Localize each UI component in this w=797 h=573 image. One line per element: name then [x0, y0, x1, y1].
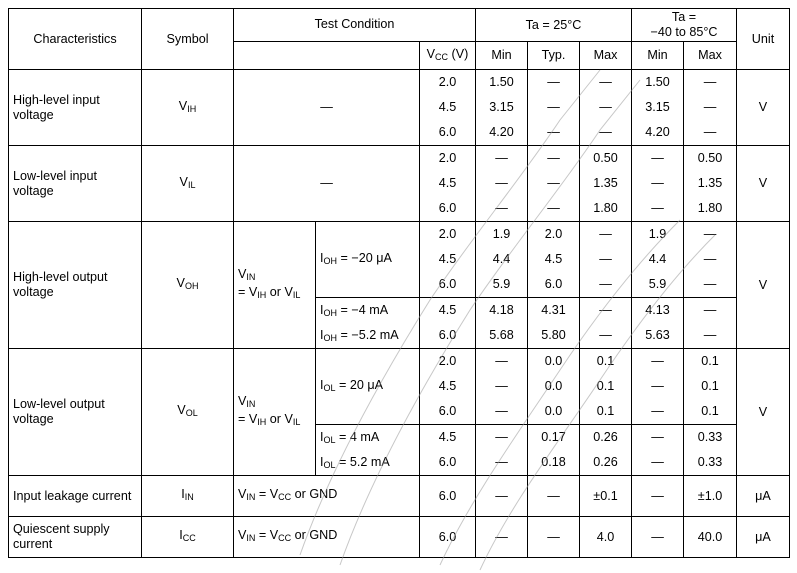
header-row-1: [9, 9, 790, 42]
voh-a-max2: — — —: [684, 222, 737, 298]
vol-b-min2: — —: [632, 425, 684, 476]
header-ta-range: [632, 9, 737, 42]
vol-characteristic: Low-level output voltage: [9, 349, 142, 476]
header-vcc: $V_{CC}$ (V): [420, 42, 476, 70]
voh-characteristic: High-level output voltage: [9, 222, 142, 349]
header-unit: Unit: [737, 9, 790, 70]
voh-a-min: 1.9 4.4 5.9: [476, 222, 528, 298]
vol-a-vcc: 2.0 4.5 6.0: [420, 349, 476, 425]
voh-a-min2: 1.9 4.4 5.9: [632, 222, 684, 298]
vil-max: 0.50 1.35 1.80: [580, 146, 632, 222]
vol-a-typ: 0.0 0.0 0.0: [528, 349, 580, 425]
vil-min: — — —: [476, 146, 528, 222]
iin-condition: $V_{IN} = V_{CC}$ or GND: [234, 476, 420, 517]
vol-symbol: $V_{OL}$: [142, 349, 234, 476]
vol-b-min: — —: [476, 425, 528, 476]
header-min2: Min: [632, 42, 684, 70]
iin-symbol: $I_{IN}$: [142, 476, 234, 517]
vol-b-max2: 0.33 0.33: [684, 425, 737, 476]
header-typ: Typ.: [528, 42, 580, 70]
header-max2: Max: [684, 42, 737, 70]
icc-max2: 40.0: [684, 517, 737, 558]
voh-a-max: — — —: [580, 222, 632, 298]
iin-characteristic: Input leakage current: [9, 476, 142, 517]
vol-condition-iol-ma: $I_{OL} = 4$ mA $I_{OL} = 5.2$ mA: [316, 425, 420, 476]
vih-max: — — —: [580, 70, 632, 146]
voh-b-vcc: 4.5 6.0: [420, 298, 476, 349]
header-ta-range-line1: Ta =: [671, 10, 697, 24]
header-condition-blank: [234, 42, 420, 70]
electrical-characteristics-table: [8, 8, 790, 558]
row-vol-a: [9, 349, 790, 425]
header-characteristics: Characteristics: [9, 9, 142, 70]
vol-condition-vin: $V_{IN}$ = $V_{IH}$ or $V_{IL}$: [234, 349, 316, 476]
iin-max: ±0.1: [580, 476, 632, 517]
iin-min2: —: [632, 476, 684, 517]
vih-condition: —: [234, 70, 420, 146]
vih-min2: 1.50 3.15 4.20: [632, 70, 684, 146]
vih-characteristic: High-level input voltage: [9, 70, 142, 146]
vil-characteristic: Low-level input voltage: [9, 146, 142, 222]
icc-max: 4.0: [580, 517, 632, 558]
header-ta-25: Ta = 25°C: [476, 9, 632, 42]
row-vil: [9, 146, 790, 222]
iin-typ: —: [528, 476, 580, 517]
vil-max2: 0.50 1.35 1.80: [684, 146, 737, 222]
icc-typ: —: [528, 517, 580, 558]
vil-symbol: $V_{IL}$: [142, 146, 234, 222]
row-icc: [9, 517, 790, 558]
vol-b-typ: 0.17 0.18: [528, 425, 580, 476]
vol-a-min2: — — —: [632, 349, 684, 425]
vol-a-max2: 0.1 0.1 0.1: [684, 349, 737, 425]
header-test-condition: Test Condition: [234, 9, 476, 42]
vol-b-max: 0.26 0.26: [580, 425, 632, 476]
voh-b-max: — —: [580, 298, 632, 349]
vol-b-vcc: 4.5 6.0: [420, 425, 476, 476]
voh-condition-ioh-ma: $I_{OH} = -4$ mA $I_{OH} = -5.2$ mA: [316, 298, 420, 349]
vil-vcc: 2.0 4.5 6.0: [420, 146, 476, 222]
header-max: Max: [580, 42, 632, 70]
icc-min: —: [476, 517, 528, 558]
vil-min2: — — —: [632, 146, 684, 222]
iin-unit: μA: [737, 476, 790, 517]
vih-max2: — — —: [684, 70, 737, 146]
voh-b-typ: 4.31 5.80: [528, 298, 580, 349]
voh-b-max2: — —: [684, 298, 737, 349]
icc-characteristic: Quiescent supply current: [9, 517, 142, 558]
icc-symbol: $I_{CC}$: [142, 517, 234, 558]
voh-symbol: $V_{OH}$: [142, 222, 234, 349]
vil-typ: — — —: [528, 146, 580, 222]
icc-min2: —: [632, 517, 684, 558]
voh-unit: V: [737, 222, 790, 349]
voh-a-vcc: 2.0 4.5 6.0: [420, 222, 476, 298]
iin-min: —: [476, 476, 528, 517]
header-symbol: Symbol: [142, 9, 234, 70]
vil-unit: V: [737, 146, 790, 222]
icc-vcc: 6.0: [420, 517, 476, 558]
voh-b-min2: 4.13 5.63: [632, 298, 684, 349]
icc-unit: μA: [737, 517, 790, 558]
icc-condition: $V_{IN} = V_{CC}$ or GND: [234, 517, 420, 558]
vol-condition-iol-20ua: $I_{OL} = 20$ μA: [316, 349, 420, 425]
row-iin: [9, 476, 790, 517]
vih-symbol: $V_{IH}$: [142, 70, 234, 146]
vih-unit: V: [737, 70, 790, 146]
vol-unit: V: [737, 349, 790, 476]
vih-typ: — — —: [528, 70, 580, 146]
vol-a-max: 0.1 0.1 0.1: [580, 349, 632, 425]
vil-condition: —: [234, 146, 420, 222]
row-voh-a: [9, 222, 790, 298]
header-min: Min: [476, 42, 528, 70]
header-ta-range-line2: −40 to 85°C: [650, 25, 718, 39]
iin-vcc: 6.0: [420, 476, 476, 517]
vih-min: 1.50 3.15 4.20: [476, 70, 528, 146]
voh-b-min: 4.18 5.68: [476, 298, 528, 349]
spec-table-container: [8, 8, 790, 558]
vol-a-min: — — —: [476, 349, 528, 425]
row-vih: [9, 70, 790, 146]
voh-a-typ: 2.0 4.5 6.0: [528, 222, 580, 298]
vih-vcc: 2.0 4.5 6.0: [420, 70, 476, 146]
voh-condition-ioh-20ua: $I_{OH} = -20$ μA: [316, 222, 420, 298]
iin-max2: ±1.0: [684, 476, 737, 517]
voh-condition-vin: $V_{IN}$ = $V_{IH}$ or $V_{IL}$: [234, 222, 316, 349]
